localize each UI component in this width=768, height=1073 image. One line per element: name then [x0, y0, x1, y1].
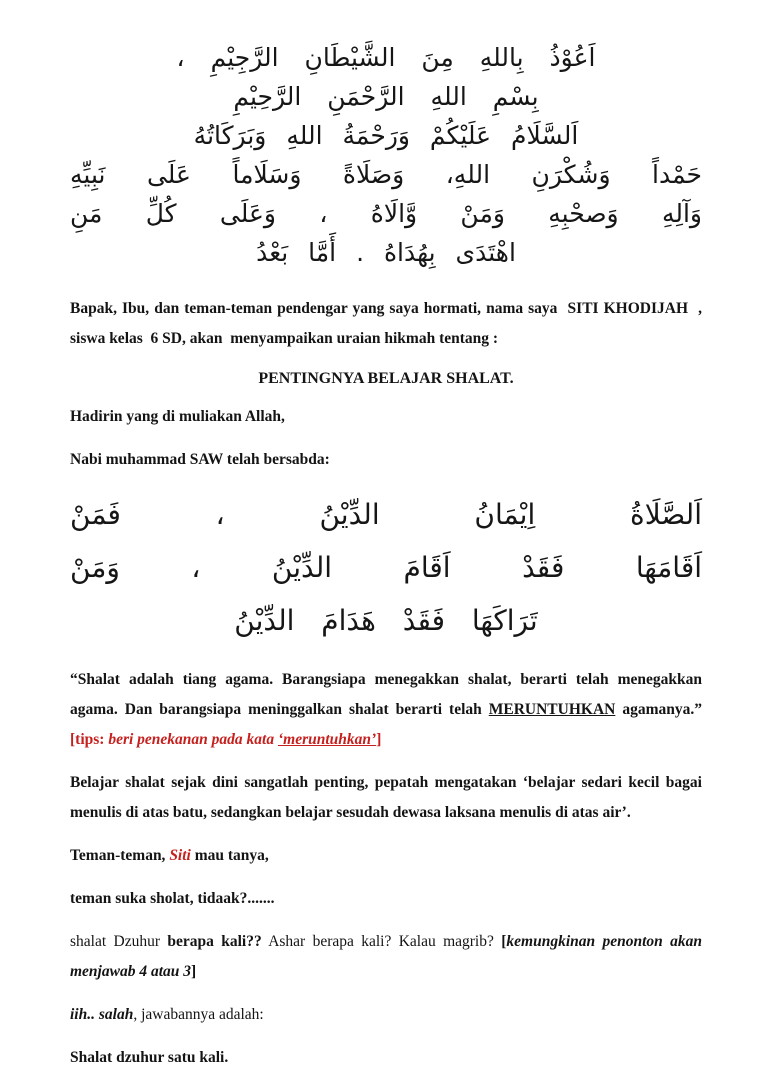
question-text: mau tanya,: [190, 847, 269, 864]
answer-lead-paragraph: [70, 1000, 702, 1030]
greeting-line: Hadirin yang di muliakan Allah,: [70, 408, 285, 425]
arabic-opening-block: [70, 38, 702, 272]
arabic-hadith-block: [70, 488, 702, 647]
speech-title: PENTINGNYA BELAJAR SHALAT.: [258, 370, 514, 387]
arabic-opening-line: حَمْداً وَشُكْرَنِ اللهِ، وَصَلَاةً وَسَلَاماً عَلَى نَبِيِّهِ: [70, 160, 702, 189]
note-close-bracket: ]: [191, 963, 197, 980]
intro-text: Bapak, Ibu, dan teman-teman pendengar yang saya hormati, nama saya: [70, 300, 568, 317]
question-text: Teman-teman,: [70, 847, 170, 864]
arabic-hadith-line: تَرَاكَهَا فَقَدْ هَدَامَ الدِّيْنُ: [234, 604, 538, 637]
question-text: Ashar berapa kali? Kalau magrib?: [261, 933, 502, 950]
question-paragraph-1: [70, 841, 702, 871]
translation-text: agamanya.”: [615, 701, 702, 718]
speaker-name: Siti: [169, 847, 191, 864]
question-paragraph-3: [70, 927, 702, 987]
advice-paragraph: Belajar shalat sejak dini sangatlah penting, pepatah mengatakan ‘belajar sedari kecil bagai menulis di atas batu, sedangkan belajar sesudah dewasa laksana menulis di atas air’.: [70, 774, 702, 821]
speaker-full-name: SITI KHODIJAH: [567, 300, 689, 317]
arabic-hadith-line: اَقَامَهَا فَقَدْ اَقَامَ الدِّيْنُ ، وَمَنْ: [70, 551, 702, 584]
arabic-opening-line: اَلسَّلَامُ عَلَيْكُمْ وَرَحْمَةُ اللهِ وَبَرَكَاتُهُ: [193, 121, 579, 150]
bold-question: berapa kali??: [167, 933, 262, 950]
question-text: shalat Dzuhur: [70, 933, 168, 950]
tips-close-bracket: ]: [376, 731, 382, 748]
hadith-lead-line: Nabi muhammad SAW telah bersabda:: [70, 451, 330, 468]
arabic-opening-line: وَآلِهِ وَصحْبِهِ وَمَنْ وَّالَاهُ ، وَعَلَى كُلِّ مَنِ: [70, 199, 702, 228]
answer-paragraph: Shalat dzuhur satu kali.: [70, 1049, 229, 1066]
arabic-opening-line: بِسْمِ اللهِ الرَّحْمَنِ الرَّحِيْمِ: [233, 82, 539, 111]
answer-lead-text: , jawabannya adalah:: [133, 1006, 264, 1023]
tips-text: beri penekanan pada kata: [104, 731, 278, 748]
emphasis-word: MERUNTUHKAN: [488, 701, 616, 718]
exclamation-text: iih.. salah: [70, 1006, 134, 1023]
audience-note: kemungkinan penonton akan menjawab 4 atau 3: [70, 933, 702, 980]
tips-label: [tips:: [70, 731, 105, 748]
intro-text: , siswa kelas 6 SD, akan menyampaikan uraian hikmah tentang :: [70, 300, 703, 347]
question-paragraph-2: teman suka sholat, tidaak?.......: [70, 890, 275, 907]
translation-text: “Shalat adalah tiang agama. Barangsiapa menegakkan shalat, berarti telah menegakkan agama. Dan barangsiapa meninggalkan shalat berarti telah: [70, 671, 702, 718]
intro-paragraph: [70, 294, 702, 354]
note-open-bracket: [: [501, 933, 507, 950]
arabic-opening-line: اَعُوْذُ بِاللهِ مِنَ الشَّيْطَانِ الرَّجِيْمِ ،: [176, 43, 596, 72]
arabic-hadith-line: اَلصَّلَاةُ اِيْمَانُ الدِّيْنُ ، فَمَنْ: [70, 498, 702, 531]
tips-emphasized-word: ‘meruntuhkan’: [277, 731, 377, 748]
hadith-translation-paragraph: [70, 665, 702, 755]
arabic-opening-line: اهْتَدَى بِهُدَاهُ . أَمَّا بَعْدُ: [256, 238, 516, 267]
